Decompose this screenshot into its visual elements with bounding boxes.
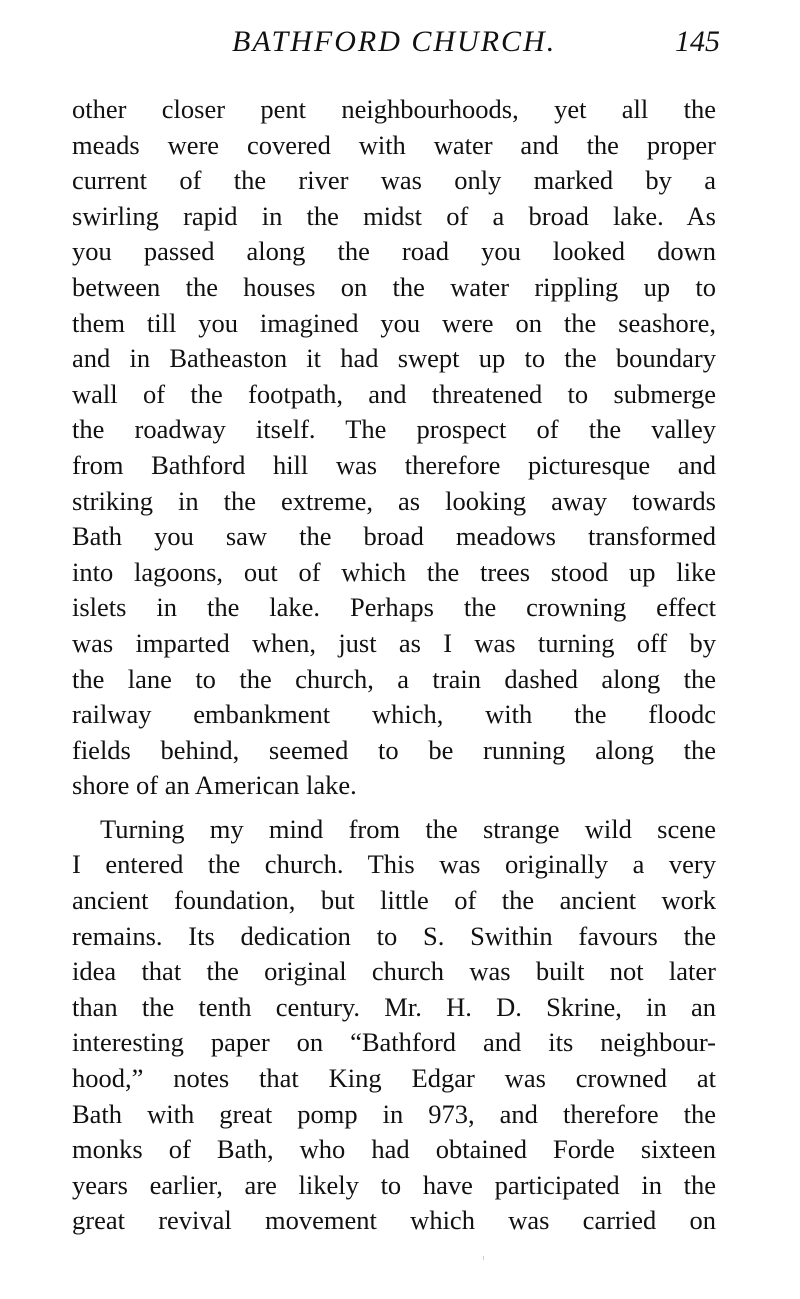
text-line: wall of the footpath, and threatened to submerge xyxy=(72,378,716,409)
text-line: remains. Its dedication to S. Swithin favours the xyxy=(72,920,716,951)
text-line: Bath with great pomp in 973, and therefore the xyxy=(72,1098,716,1129)
text-line: hood,” notes that King Edgar was crowned at xyxy=(72,1063,716,1094)
text-line: and in Batheaston it had swept up to the boundary xyxy=(72,343,716,374)
text-line: from Bathford hill was therefore picturesque and xyxy=(72,449,716,480)
text-line: Turning my mind from the strange wild scene xyxy=(100,813,716,844)
text-line: between the houses on the water rippling up to xyxy=(72,271,716,302)
body-text xyxy=(72,92,716,1239)
text-line: I entered the church. This was originally a very xyxy=(72,849,716,880)
text-line: the roadway itself. The prospect of the valley xyxy=(72,414,716,445)
text-line: meads were covered with water and the proper xyxy=(72,129,716,160)
text-line: fields behind, seemed to be running along the xyxy=(72,734,716,765)
text-line: railway embankment which, with the floodc xyxy=(72,699,716,730)
text-line: idea that the original church was built not later xyxy=(72,956,716,987)
page-number: 145 xyxy=(675,25,720,58)
text-line: ancient foundation, but little of the ancient work xyxy=(72,885,716,916)
text-line: other closer pent neighbourhoods, yet all the xyxy=(72,94,716,124)
paragraph-2 xyxy=(72,812,716,1239)
text-line: interesting paper on “Bathford and its neighbour- xyxy=(72,1027,716,1058)
text-line: current of the river was only marked by a xyxy=(72,165,716,196)
text-line: you passed along the road you looked down xyxy=(72,236,716,267)
text-line: into lagoons, out of which the trees stood up like xyxy=(72,556,716,587)
text-line: than the tenth century. Mr. H. D. Skrine, in an xyxy=(72,991,716,1022)
text-line: them till you imagined you were on the seashore, xyxy=(72,307,716,338)
text-line: great revival movement which was carried on xyxy=(72,1205,716,1236)
running-head xyxy=(72,22,720,62)
text-line: Bath you saw the broad meadows transformed xyxy=(72,521,716,552)
text-line: was imparted when, just as I was turning off by xyxy=(72,627,716,658)
text-line: swirling rapid in the midst of a broad lake. As xyxy=(72,200,716,231)
running-title: BATHFORD CHURCH. xyxy=(232,25,557,58)
paragraph-1 xyxy=(72,92,716,804)
text-line: years earlier, are likely to have participated in the xyxy=(72,1169,716,1200)
text-line: striking in the extreme, as looking away towards xyxy=(72,485,716,516)
text-line: shore of an American lake. xyxy=(72,770,357,801)
paragraph-gap xyxy=(72,804,716,812)
text-line: islets in the lake. Perhaps the crowning effect xyxy=(72,592,716,623)
print-speck xyxy=(483,1256,484,1260)
text-line: monks of Bath, who had obtained Forde sixteen xyxy=(72,1134,716,1165)
text-line: the lane to the church, a train dashed along the xyxy=(72,663,716,694)
